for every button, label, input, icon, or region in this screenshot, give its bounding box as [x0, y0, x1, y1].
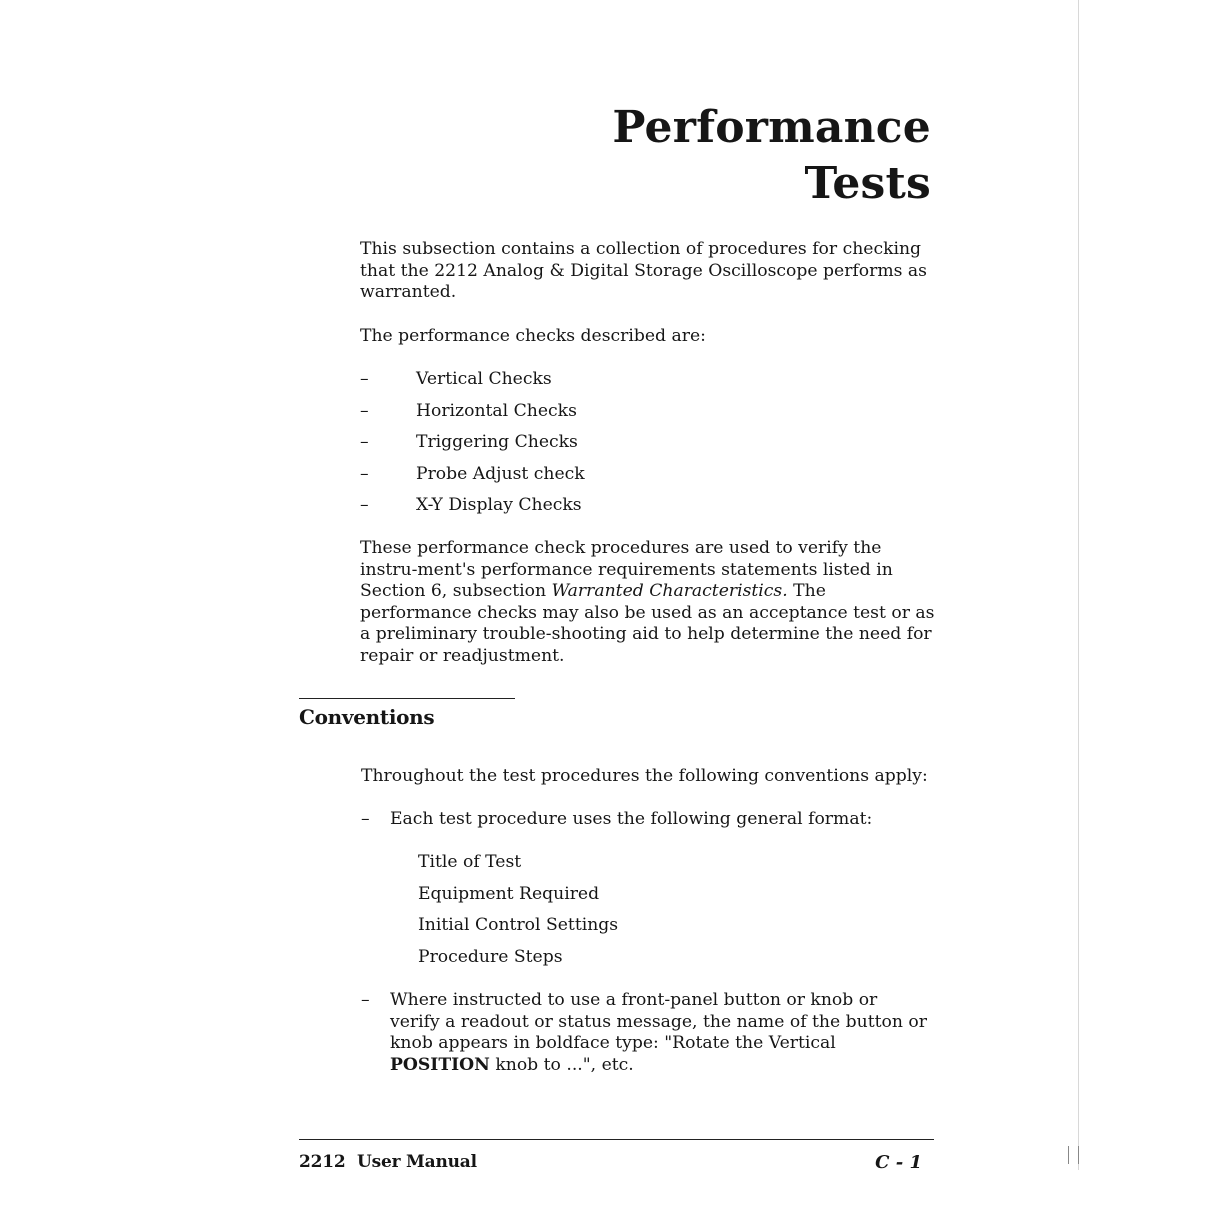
- purpose-text-before: These performance check procedures are used to verify the instru-ment's performance requirements statements listed in Section 6, subsection: [360, 538, 893, 601]
- dash-bullet: –: [360, 432, 369, 452]
- list-item: [360, 432, 585, 464]
- check-label: Vertical Checks: [416, 369, 552, 389]
- dash-bullet: –: [360, 495, 369, 515]
- list-item: [360, 369, 585, 401]
- dash-bullet: –: [360, 463, 369, 484]
- checks-lead-text: The performance checks described are:: [360, 326, 706, 346]
- convention-item: [361, 809, 941, 831]
- section-divider: [299, 698, 515, 699]
- format-list: [418, 852, 618, 978]
- checks-list: [360, 369, 585, 527]
- footer-divider: [299, 1139, 934, 1140]
- scan-edge-mark: [1068, 1146, 1069, 1164]
- list-item: Title of Test: [418, 852, 522, 872]
- list-item: [360, 495, 585, 527]
- convention-item-text: Each test procedure uses the following general format:: [390, 809, 873, 829]
- page-title: [612, 100, 931, 212]
- purpose-paragraph: [360, 538, 940, 667]
- page-edge-line: [1078, 0, 1079, 1170]
- dash-bullet: –: [361, 809, 370, 829]
- scan-edge-mark: [1078, 1146, 1079, 1164]
- check-label: X-Y Display Checks: [416, 495, 582, 515]
- convention-text-after: knob to ...", etc.: [489, 1054, 634, 1075]
- intro-paragraph: This subsection contains a collection of procedures for checking that the 2212 Analog & Digital Storage Oscilloscope performs as warranted.: [360, 239, 928, 302]
- list-item: Initial Control Settings: [418, 915, 619, 935]
- check-label: Probe Adjust check: [416, 463, 585, 484]
- convention-item: [361, 990, 941, 1076]
- purpose-italic-reference: Warranted Characteristics.: [551, 581, 788, 601]
- conventions-lead-text: Throughout the test procedures the following conventions apply:: [361, 766, 928, 786]
- page-title-line2: Tests: [804, 158, 931, 209]
- conventions-heading: Conventions: [299, 705, 435, 729]
- dash-bullet: –: [360, 369, 369, 389]
- list-item: [360, 464, 585, 496]
- check-label: Triggering Checks: [416, 432, 578, 452]
- list-item: [360, 401, 585, 433]
- page-title-line1: Performance: [612, 102, 931, 153]
- dash-bullet: –: [360, 400, 369, 421]
- purpose-text-after: The performance checks may also be used as an acceptance test or as a preliminary trouble-shooting aid to help determine the need for repair or readjustment.: [360, 581, 935, 666]
- convention-item-text: [390, 990, 930, 1076]
- list-item: Equipment Required: [418, 883, 600, 904]
- dash-bullet: –: [361, 990, 370, 1010]
- convention-bold-term: POSITION: [390, 1054, 490, 1075]
- list-item: Procedure Steps: [418, 946, 563, 967]
- footer-page-number: C - 1: [875, 1152, 922, 1173]
- check-label: Horizontal Checks: [416, 400, 577, 421]
- footer-manual-title: 2212 User Manual: [299, 1152, 477, 1172]
- convention-text-before: Where instructed to use a front-panel button or knob or verify a readout or status message, the name of the button or knob appears in boldface type: "Rotate the Vertical: [390, 990, 927, 1053]
